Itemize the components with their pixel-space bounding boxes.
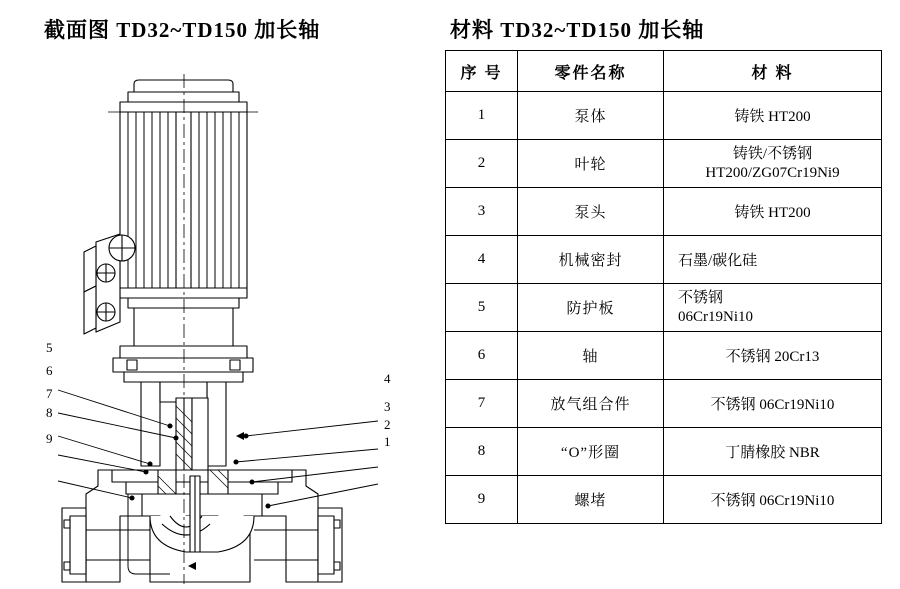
cell-material-line2: HT200/ZG07Cr19Ni9 xyxy=(705,164,840,181)
material-table-title: 材料 TD32~TD150 加长轴 xyxy=(450,18,705,42)
cell-part-name: 泵头 xyxy=(518,188,664,236)
cell-part-name: 螺堵 xyxy=(518,476,664,524)
cell-material xyxy=(664,140,882,188)
cell-no: 6 xyxy=(446,332,518,380)
cell-material: 丁腈橡胶 NBR xyxy=(664,428,882,476)
pump-section-drawing xyxy=(0,46,432,584)
table-row xyxy=(446,428,882,476)
material-table-panel xyxy=(440,0,900,584)
cell-no: 2 xyxy=(446,140,518,188)
header-part-name: 零件名称 xyxy=(518,51,664,92)
cell-material-line1: 铸铁/不锈钢 xyxy=(732,145,813,162)
cell-material-line2: 06Cr19Ni10 xyxy=(678,308,753,325)
cell-part-name: 叶轮 xyxy=(518,140,664,188)
cell-material xyxy=(664,284,882,332)
sectional-drawing-title: 截面图 TD32~TD150 加长轴 xyxy=(44,18,321,42)
callout-3: 3 xyxy=(384,399,391,414)
table-row xyxy=(446,332,882,380)
cell-part-name: 轴 xyxy=(518,332,664,380)
cell-no: 9 xyxy=(446,476,518,524)
table-row xyxy=(446,92,882,140)
cell-material: 不锈钢 06Cr19Ni10 xyxy=(664,380,882,428)
table-row xyxy=(446,140,882,188)
callout-6: 6 xyxy=(46,363,53,378)
header-material: 材 料 xyxy=(664,51,882,92)
cell-material: 石墨/碳化硅 xyxy=(664,236,882,284)
header-no: 序 号 xyxy=(446,51,518,92)
table-row xyxy=(446,188,882,236)
material-table xyxy=(445,50,882,524)
cell-no: 8 xyxy=(446,428,518,476)
callout-8: 8 xyxy=(46,405,53,420)
callout-1: 1 xyxy=(384,434,391,449)
cell-no: 1 xyxy=(446,92,518,140)
table-row xyxy=(446,236,882,284)
callout-5: 5 xyxy=(46,340,53,355)
table-header-row xyxy=(446,51,882,92)
cell-material: 铸铁 HT200 xyxy=(664,188,882,236)
callout-7: 7 xyxy=(46,386,53,401)
table-row xyxy=(446,380,882,428)
cell-no: 3 xyxy=(446,188,518,236)
callout-9: 9 xyxy=(46,431,53,446)
cell-part-name: 机械密封 xyxy=(518,236,664,284)
table-row xyxy=(446,476,882,524)
pump-section-svg xyxy=(0,46,432,584)
cell-no: 5 xyxy=(446,284,518,332)
cell-part-name: 防护板 xyxy=(518,284,664,332)
cell-material: 不锈钢 06Cr19Ni10 xyxy=(664,476,882,524)
cell-part-name: “O”形圈 xyxy=(518,428,664,476)
cell-material: 铸铁 HT200 xyxy=(664,92,882,140)
table-row xyxy=(446,284,882,332)
cell-material: 不锈钢 20Cr13 xyxy=(664,332,882,380)
sectional-drawing-panel xyxy=(0,0,432,584)
cell-part-name: 泵体 xyxy=(518,92,664,140)
cell-material-line1: 不锈钢 xyxy=(678,289,724,306)
callout-2: 2 xyxy=(384,417,391,432)
callout-4: 4 xyxy=(384,371,391,386)
cell-part-name: 放气组合件 xyxy=(518,380,664,428)
cell-no: 7 xyxy=(446,380,518,428)
cell-no: 4 xyxy=(446,236,518,284)
